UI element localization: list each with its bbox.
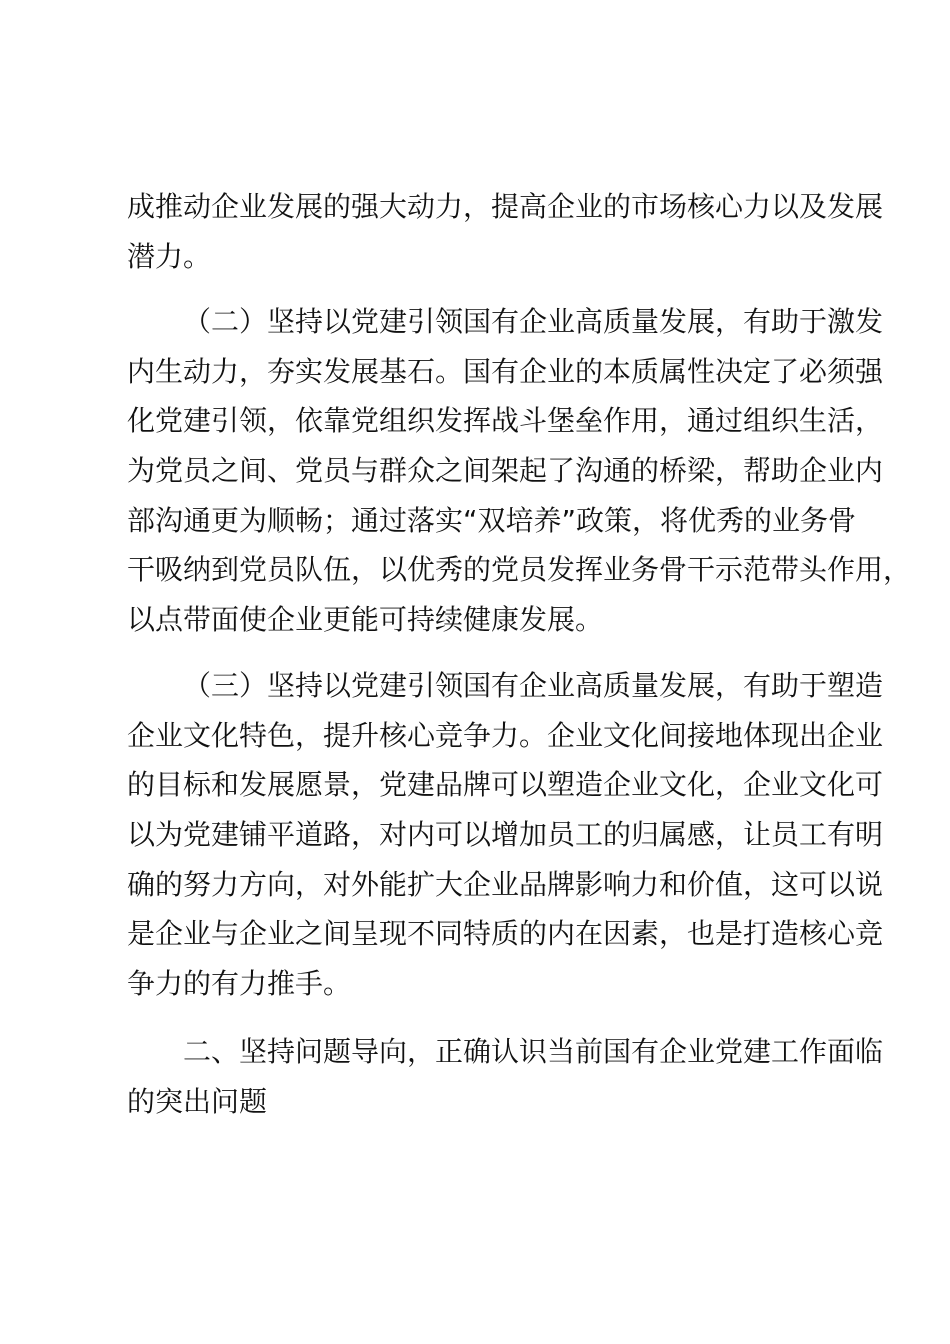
paragraph-section-3 (127, 661, 884, 1009)
text-line: 企业文化特色，提升核心竞争力。企业文化间接地体现出企业 (127, 718, 884, 752)
text-line: 为党员之间、党员与群众之间架起了沟通的桥梁，帮助企业内 (127, 454, 884, 488)
text-line: 成推动企业发展的强大动力，提高企业的市场核心力以及发展 (127, 190, 884, 223)
section-heading (127, 1027, 884, 1126)
text-line: 确的努力方向，对外能扩大企业品牌影响力和价值，这可以说 (127, 867, 884, 901)
text-line: 是企业与企业之间呈现不同特质的内在因素，也是打造核心竞 (127, 917, 884, 951)
text-line: 干吸纳到党员队伍，以优秀的党员发挥业务骨干示范带头作用， (127, 553, 912, 587)
text-line: 内生动力，夯实发展基石。国有企业的本质属性决定了必须强 (127, 354, 884, 388)
text-line: （三）坚持以党建引领国有企业高质量发展，有助于塑造 (183, 669, 884, 702)
text-line: 部沟通更为顺畅；通过落实“双培养”政策，将优秀的业务骨 (127, 503, 857, 537)
text-line: 争力的有力推手。 (127, 967, 352, 1001)
text-line: 化党建引领，依靠党组织发挥战斗堡垒作用，通过组织生活， (127, 404, 884, 438)
text-line: 以点带面使企业更能可持续健康发展。 (127, 603, 604, 637)
text-line: 以为党建铺平道路，对内可以增加员工的归属感，让员工有明 (127, 818, 884, 852)
paragraph-section-2 (127, 297, 912, 645)
heading-line: 的突出问题 (127, 1084, 268, 1118)
heading-line: 二、坚持问题导向，正确认识当前国有企业党建工作面临 (183, 1035, 884, 1068)
text-line: 潜力。 (127, 239, 212, 273)
paragraph-continuation (127, 182, 884, 281)
text-line: 的目标和发展愿景，党建品牌可以塑造企业文化，企业文化可 (127, 768, 884, 802)
text-line: （二）坚持以党建引领国有企业高质量发展，有助于激发 (183, 305, 884, 338)
